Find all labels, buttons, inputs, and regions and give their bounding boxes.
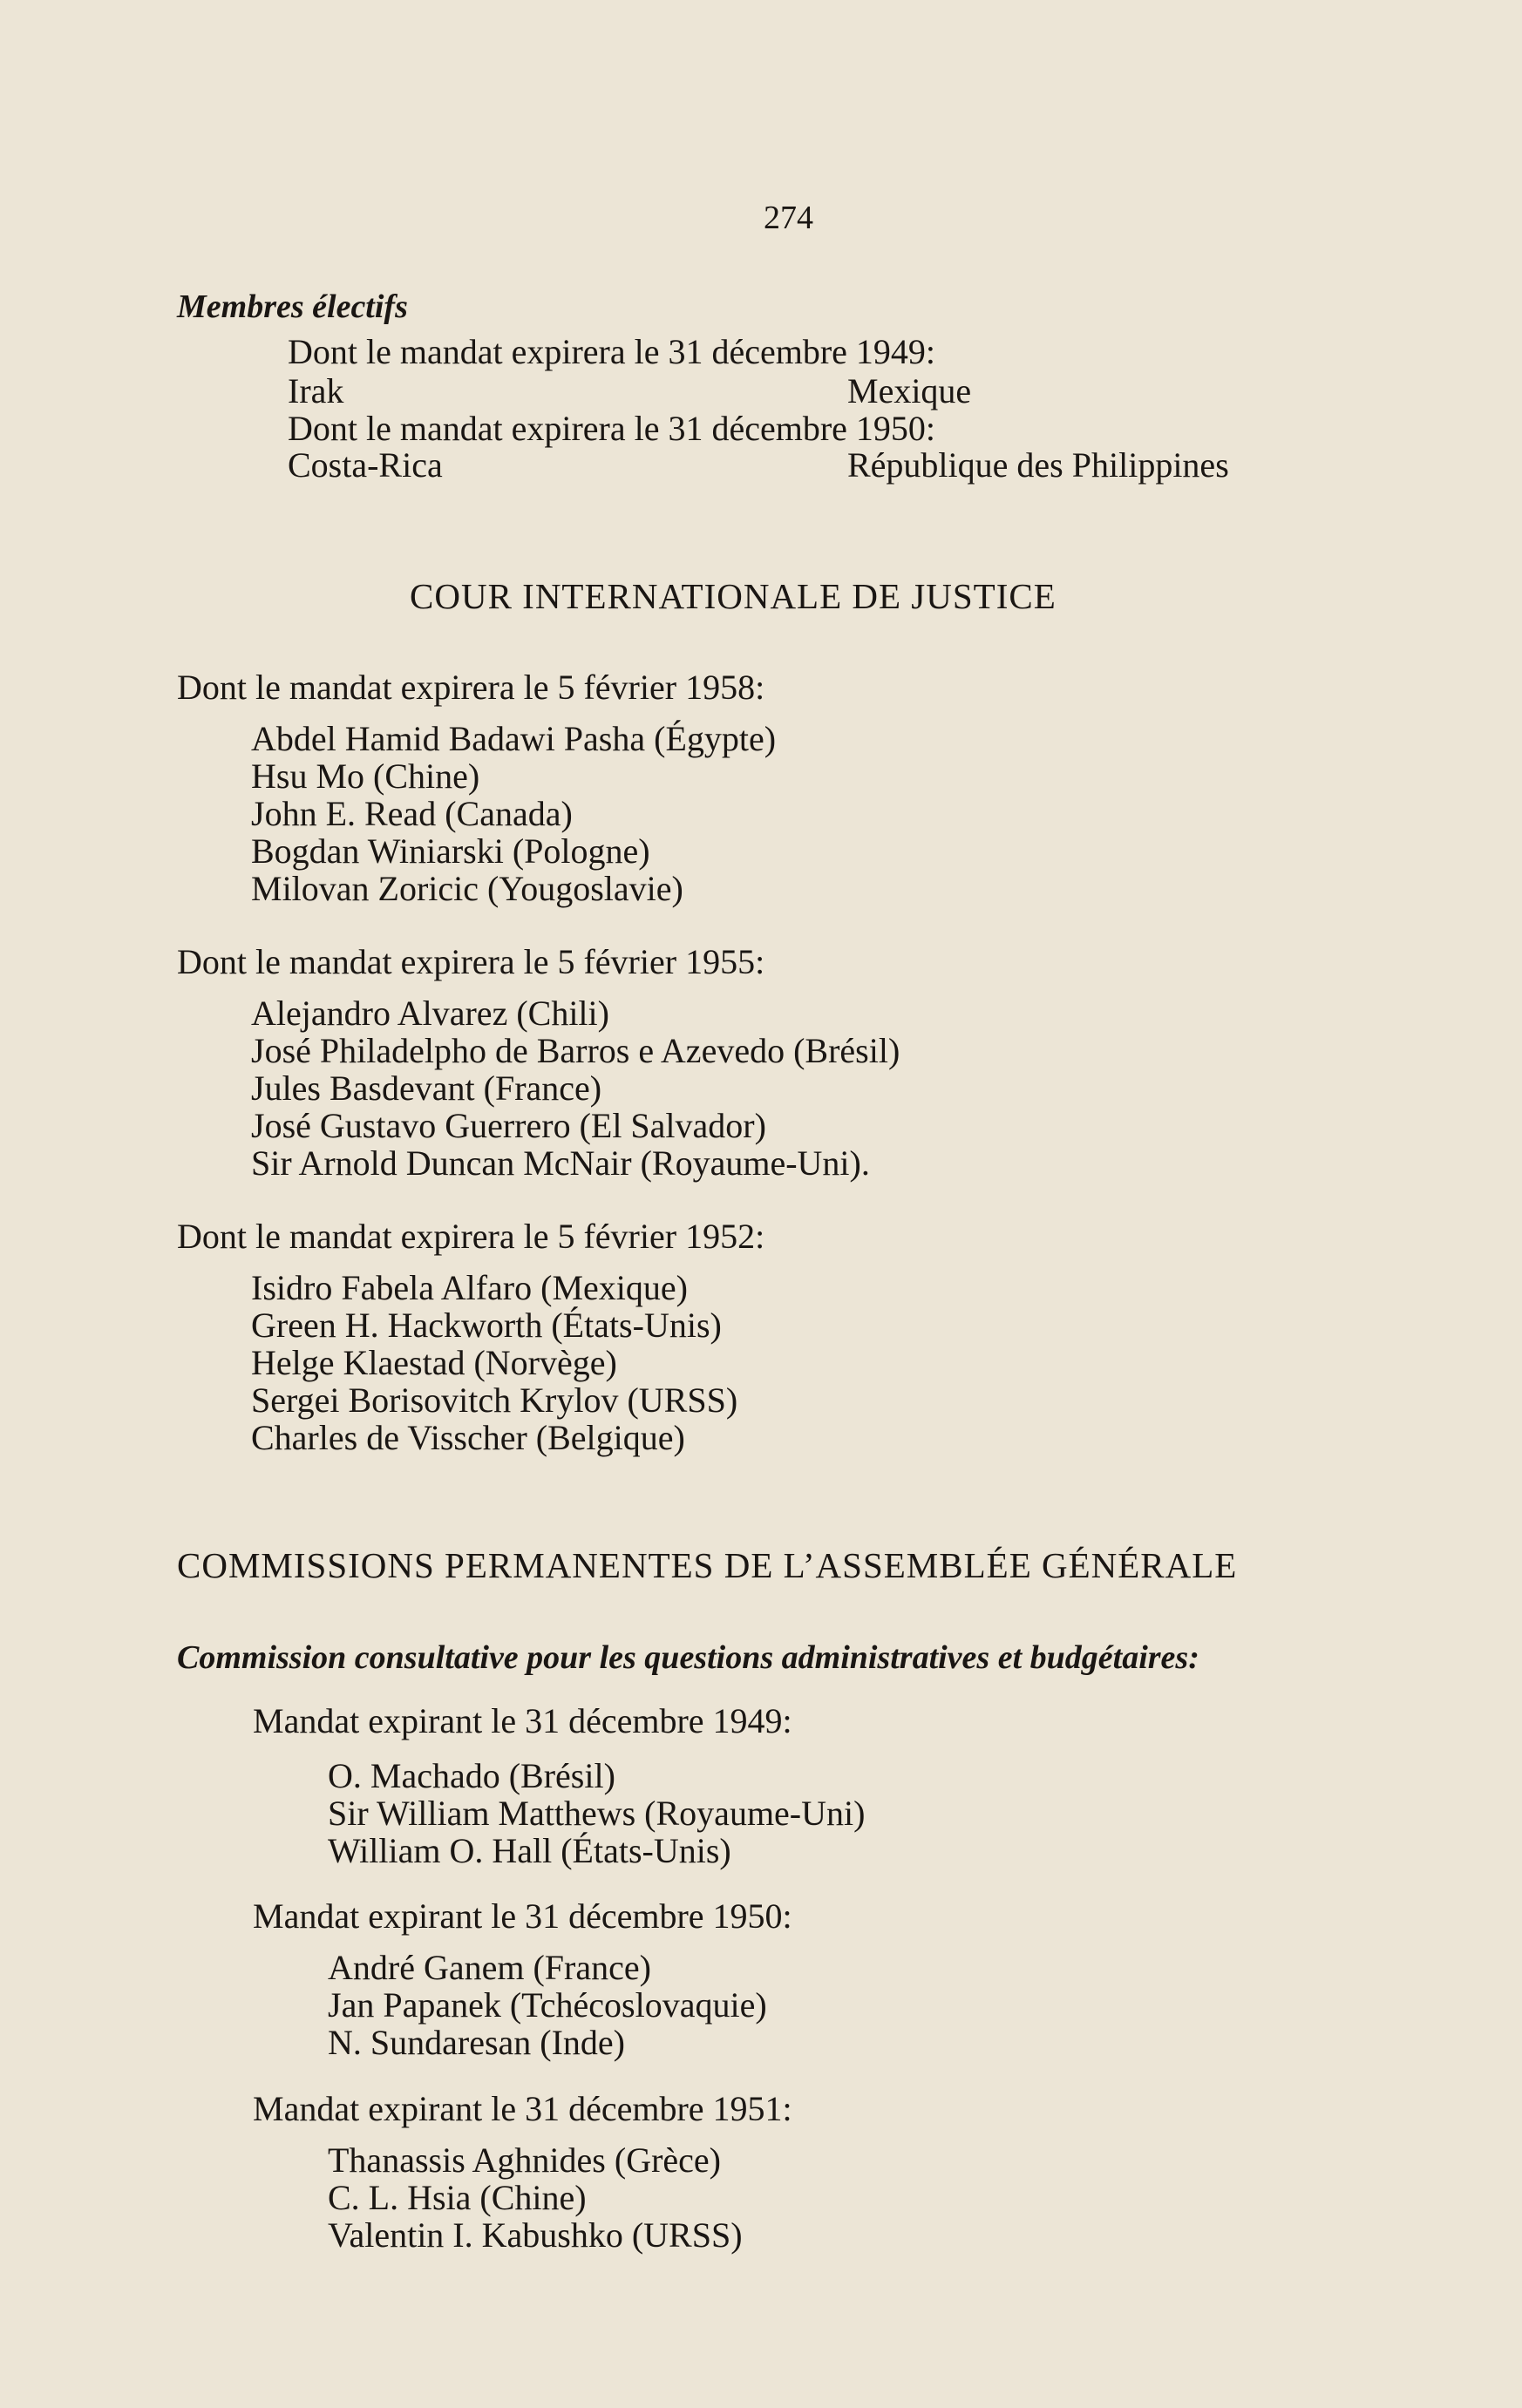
term-label: Mandat expirant le 31 décembre 1949: [253, 1701, 792, 1740]
member-name: William O. Hall (États-Unis) [328, 1831, 731, 1870]
section-heading-commissions: COMMISSIONS PERMANENTES DE L’ASSEMBLÉE GÉNÉRALE [177, 1545, 1238, 1585]
member-name: Sir William Matthews (Royaume-Uni) [328, 1794, 866, 1833]
commission-subheading: Commission consultative pour les questions administratives et budgétaires: [177, 1639, 1199, 1676]
member-name: Green H. Hackworth (États-Unis) [251, 1306, 722, 1345]
term-label: Mandat expirant le 31 décembre 1950: [253, 1896, 792, 1936]
member-right: Mexique [847, 371, 972, 410]
member-name: Abdel Hamid Badawi Pasha (Égypte) [251, 719, 777, 758]
member-name: André Ganem (France) [328, 1948, 651, 1987]
member-name: José Gustavo Guerrero (El Salvador) [251, 1106, 766, 1145]
term-label: Dont le mandat expirera le 5 février 1958: [177, 668, 765, 707]
member-name: Charles de Visscher (Belgique) [251, 1418, 685, 1457]
section-heading-cij: COUR INTERNATIONALE DE JUSTICE [410, 576, 1057, 616]
member-name: C. L. Hsia (Chine) [328, 2178, 587, 2217]
member-name: Milovan Zoricic (Yougoslavie) [251, 869, 683, 908]
member-name: Sergei Borisovitch Krylov (URSS) [251, 1380, 738, 1420]
member-name: Helge Klaestad (Norvège) [251, 1343, 617, 1382]
page-number: 274 [764, 200, 813, 236]
member-name: Jules Basdevant (France) [251, 1068, 602, 1108]
member-name: José Philadelpho de Barros e Azevedo (Brésil) [251, 1031, 900, 1070]
term-label: Dont le mandat expirera le 5 février 1955: [177, 942, 765, 981]
member-right: République des Philippines [847, 445, 1229, 485]
member-name: Thanassis Aghnides (Grèce) [328, 2140, 721, 2180]
member-left: Irak [288, 371, 344, 410]
term-label: Dont le mandat expirera le 5 février 1952: [177, 1217, 765, 1256]
member-name: John E. Read (Canada) [251, 794, 573, 833]
member-left: Costa-Rica [288, 445, 443, 485]
member-name: Alejandro Alvarez (Chili) [251, 994, 609, 1033]
member-name: N. Sundaresan (Inde) [328, 2023, 625, 2062]
section-heading-membres: Membres électifs [177, 288, 408, 325]
member-name: Isidro Fabela Alfaro (Mexique) [251, 1268, 688, 1307]
term-label: Mandat expirant le 31 décembre 1951: [253, 2089, 792, 2128]
member-name: Hsu Mo (Chine) [251, 756, 480, 796]
member-name: O. Machado (Brésil) [328, 1756, 615, 1795]
term-label-1950: Dont le mandat expirera le 31 décembre 1950: [288, 409, 936, 448]
term-label-1949: Dont le mandat expirera le 31 décembre 1949: [288, 332, 936, 371]
member-name: Sir Arnold Duncan McNair (Royaume-Uni). [251, 1143, 870, 1183]
member-name: Bogdan Winiarski (Pologne) [251, 831, 650, 871]
member-name: Valentin I. Kabushko (URSS) [328, 2215, 743, 2255]
member-name: Jan Papanek (Tchécoslovaquie) [328, 1985, 767, 2025]
